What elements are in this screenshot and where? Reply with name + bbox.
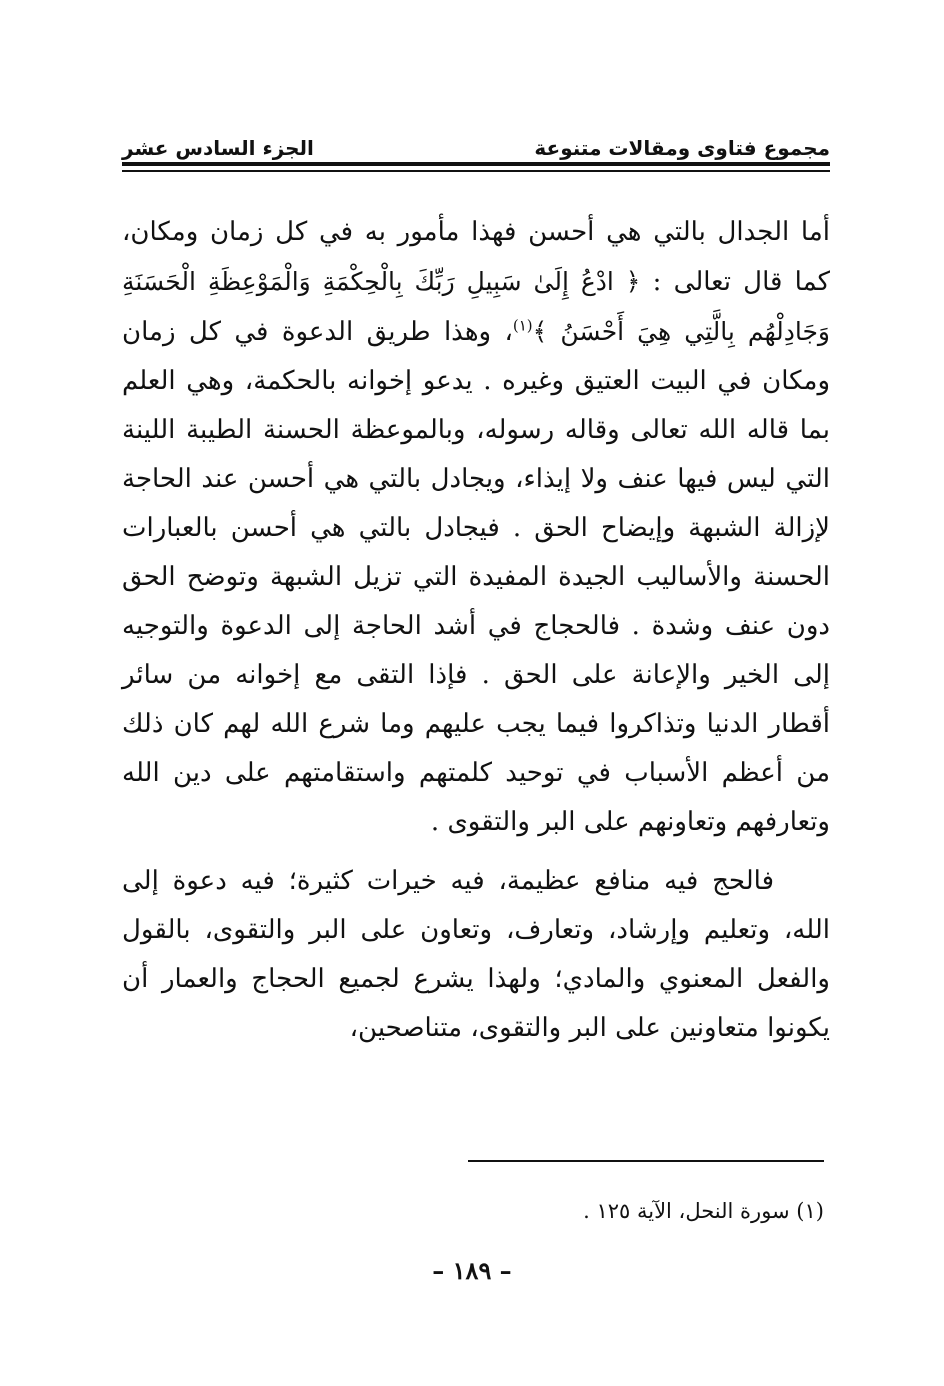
header-rule-thick [122,162,830,166]
paragraph-2: فالحج فيه منافع عظيمة، فيه خيرات كثيرة؛ فيه دعوة إلى الله، وتعليم وإرشاد، وتعارف، وتعاون على البر والتقوى، بالقول والفعل المعنوي والمادي؛ ولهذا يشرع لجميع الحجاج والعمار أن يكونوا متعاونين على البر والتقوى، متناصحين، [122,866,830,1043]
header-rule-thin [122,170,830,172]
paragraph-1-continuation: ، وهذا طريق الدعوة في كل زمان ومكان في البيت العتيق وغيره . يدعو إخوانه بالحكمة، وهي العلم بما قاله الله تعالى وقاله رسوله، وبالموعظة الحسنة الطيبة اللينة التي ليس فيها عنف ولا إيذاء، ويجادل بالتي هي أحسن عند الحاجة لإزالة الشبهة وإيضاح الحق . فيجادل بالتي هي أحسن بالعبارات الحسنة والأساليب الجيدة المفيدة التي تزيل الشبهة وتوضح الحق دون عنف وشدة . فالحجاج في أشد الحاجة إلى الدعوة والتوجيه إلى الخير والإعانة على الحق . فإذا التقى مع إخوانه من سائر أقطار الدنيا وتذاكروا فيما يجب عليهم وما شرع الله لهم كان ذلك من أعظم الأسباب في توحيد كلمتهم واستقامتهم على دين الله وتعارفهم وتعاونهم على البر والتقوى . [122,317,830,837]
footnote-reference: (١) [512,316,533,335]
footnote-separator [468,1160,824,1162]
volume-label: الجزء السادس عشر [122,136,314,160]
paragraph-1-intro: أما الجدال بالتي هي أحسن فهذا مأمور به في كل زمان ومكان، كما قال تعالى : [122,217,831,297]
main-text [122,208,830,1053]
page-number: – ١٨٩ – [432,1256,512,1285]
running-header [122,120,830,160]
quran-verse: ﴿ ادْعُ إِلَىٰ سَبِيلِ رَبِّكَ بِالْحِكْمَةِ وَالْمَوْعِظَةِ الْحَسَنَةِ وَجَادِلْهُم بِالَّتِي هِيَ أَحْسَنُ ﴾ [122,267,830,346]
paragraph-1 [122,208,830,847]
book-title: مجموع فتاوى ومقالات متنوعة [534,136,830,160]
footnote: (١) سورة النحل، الآية ١٢٥ . [583,1199,824,1223]
